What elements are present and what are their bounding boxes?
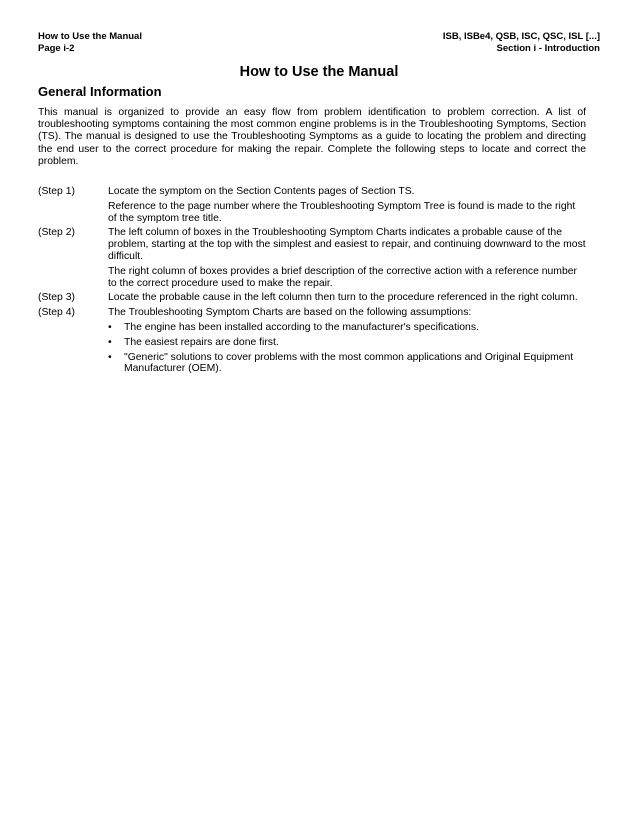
step-text: Locate the probable cause in the left column then turn to the procedure referenced in the right column.	[108, 292, 578, 304]
step-label: (Step 1)	[38, 186, 75, 197]
bullet-icon: •	[108, 336, 112, 348]
page-header-left	[38, 31, 142, 55]
page-title: How to Use the Manual	[239, 64, 399, 80]
header-section-name: Section i - Introduction	[496, 43, 600, 54]
step-row	[38, 186, 586, 198]
step-label	[38, 201, 108, 225]
step-text: The right column of boxes provides a brief description of the corrective action with a reference number to the correct procedure used to make the repair.	[108, 265, 577, 289]
step-row	[38, 266, 586, 290]
intro-paragraph: This manual is organized to provide an easy flow from problem identification to problem correction. A list of troubleshooting symptoms containing the most common engine problems is in the Troubleshooting Symptoms, Section (TS). The manual is designed to use the Troubleshooting Symptoms as a guide to locating the problem and directing the end user to the correct procedure for making the repair. Complete the following steps to locate and correct the problem.	[38, 107, 586, 167]
bullet-icon: •	[108, 321, 112, 333]
page-header-right	[443, 31, 600, 55]
header-page-number: Page i-2	[38, 43, 75, 54]
step-row	[38, 227, 586, 262]
assumption-text: The easiest repairs are done first.	[124, 336, 279, 348]
step-text: The left column of boxes in the Troubleshooting Symptom Charts indicates a probable cause of the problem, starting at the top with the simplest and easiest to repair, and continuing downward to the most difficult.	[108, 227, 586, 262]
step-label: (Step 3)	[38, 292, 75, 304]
bullet-row	[38, 352, 586, 376]
step-row	[38, 201, 586, 225]
assumption-text: The engine has been installed according to the manufacturer's specifications.	[124, 321, 479, 333]
step-row	[38, 307, 586, 319]
step-label	[38, 266, 108, 290]
bullet-row	[38, 337, 586, 349]
bullet-icon: •	[108, 351, 112, 363]
header-engine-models: ISB, ISBe4, QSB, ISC, QSC, ISL [...]	[442, 31, 600, 42]
assumption-text: "Generic" solutions to cover problems with the most common applications and Original Equipment Manufacturer (OEM).	[124, 351, 574, 375]
header-manual-title: How to Use the Manual	[38, 31, 142, 42]
step-text: Reference to the page number where the Troubleshooting Symptom Tree is found is made to the right of the symptom tree title.	[108, 200, 576, 224]
bullet-row	[38, 322, 586, 334]
step-label: (Step 4)	[38, 307, 75, 319]
step-text: Locate the symptom on the Section Contents pages of Section TS.	[108, 186, 415, 197]
step-row	[38, 292, 586, 304]
step-label: (Step 2)	[38, 227, 75, 239]
steps-list	[38, 186, 586, 378]
section-heading: General Information	[38, 84, 162, 99]
step-text: The Troubleshooting Symptom Charts are based on the following assumptions:	[108, 307, 472, 319]
